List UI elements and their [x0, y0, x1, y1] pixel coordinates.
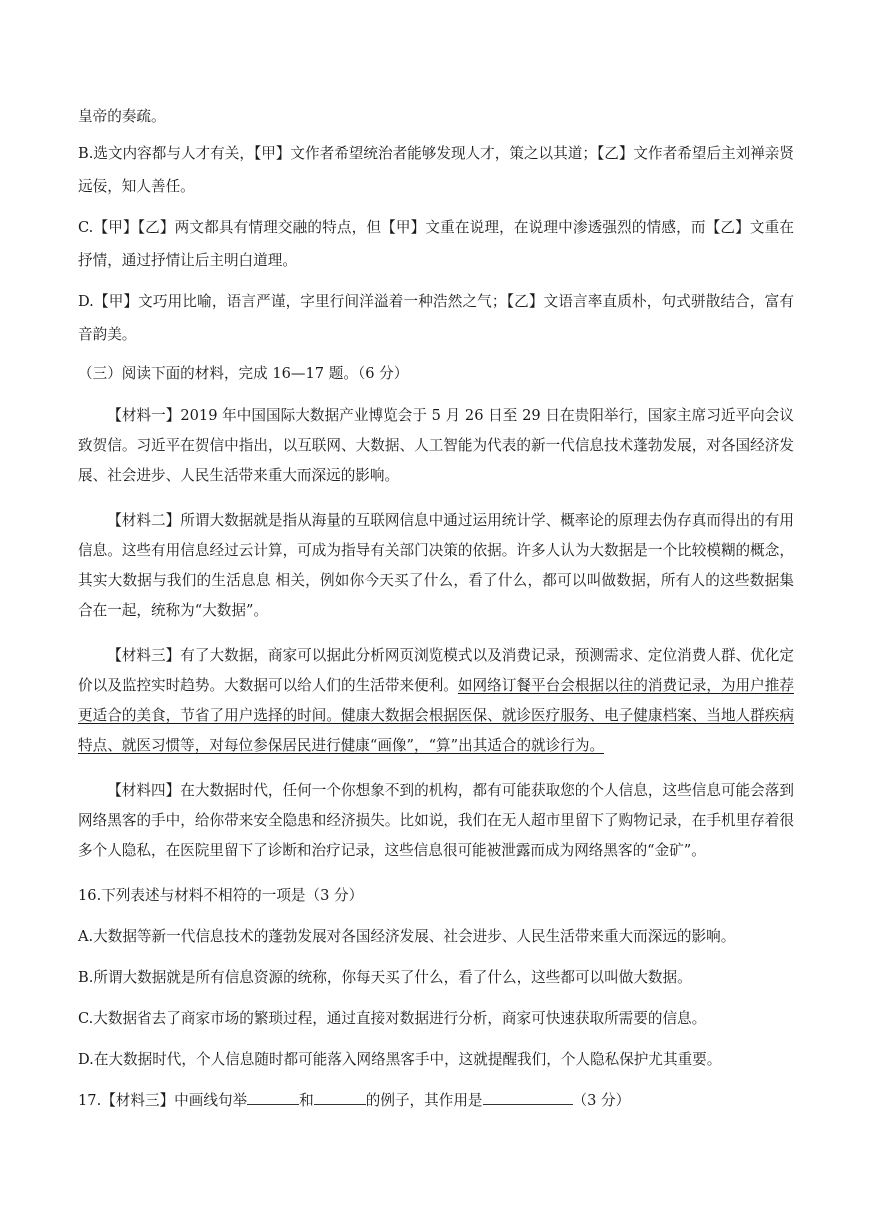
- question-16-option-c: C.大数据省去了商家市场的繁琐过程，通过直接对数据进行分析，商家可快速获取所需要的信息。: [78, 1010, 707, 1027]
- question-17-part2: 和: [299, 1092, 314, 1109]
- material-one: 【材料一】2019 年中国国际大数据产业博览会于 5 月 26 日至 29 日在贵阳举行，国家主席习近平向会议致贺信。习近平在贺信中指出，以互联网、大数据、人工智能为代表的新一代信息技术蓬勃发展，对各国经济发展、社会进步、人民生活带来重大而深远的影响。: [78, 407, 794, 484]
- material-two: 【材料二】所谓大数据就是指从海量的互联网信息中通过运用统计学、概率论的原理去伪存真而得出的有用信息。这些有用信息经过云计算，可成为指导有关部门决策的依据。许多人认为大数据是一个比较模糊的概念，其实大数据与我们的生活息息 相关，例如你今天买了什么，看了什么，都可以叫做数据，所有人的这些数据集合在一起，统称为“大数据”。: [78, 512, 794, 619]
- underlined-sentence: 如网络订餐平台会根据以往的消费记录，为用户推荐更适合的美食，节省了用户选择的时间。健康大数据会根据医保、就诊医疗服务、电子健康档案、当地人群疾病特点、就医习惯等，对每位参保居民进行健康“画像”，“算”出其适合的就诊行为。: [78, 677, 794, 754]
- question-16-option-d: D.在大数据时代，个人信息随时都可能落入网络黑客手中，这就提醒我们，个人隐私保护尤其重要。: [78, 1051, 722, 1068]
- question-17-part3: 的例子，其作用是: [365, 1092, 483, 1109]
- material-three: [78, 641, 794, 761]
- section-heading: （三）阅读下面的材料，完成 16—17 题。（6 分）: [78, 365, 409, 382]
- answer-blank-1[interactable]: [247, 1090, 299, 1105]
- answer-blank-3[interactable]: [483, 1090, 573, 1105]
- question-17-part1: 17.【材料三】中画线句举: [78, 1092, 248, 1109]
- answer-blank-2[interactable]: [314, 1090, 366, 1105]
- material-three-text: 【材料三】有了大数据，商家可以据此分析网页浏览模式以及消费记录，预测需求、定位消费人群、优化定价以及监控实时趋势。大数据可以给人们的生活带来便利。: [78, 647, 794, 694]
- material-four: 【材料四】在大数据时代，任何一个你想象不到的机构，都有可能获取您的个人信息，这些信息可能会落到网络黑客的手中，给你带来安全隐患和经济损失。比如说，我们在无人超市里留下了购物记录，在手机里存着很多个人隐私，在医院里留下了诊断和治疗记录，这些信息很可能被泄露而成为网络黑客的“金矿”。: [78, 782, 794, 859]
- option-d: D.【甲】文巧用比喻，语言严谨，字里行间洋溢着一种浩然之气；【乙】文语言率直质朴，句式骈散结合，富有音韵美。: [78, 293, 794, 343]
- question-16-stem: 16.下列表述与材料不相符的一项是（3 分）: [78, 887, 364, 904]
- option-c: C.【甲】【乙】两文都具有情理交融的特点，但【甲】文重在说理，在说理中渗透强烈的情感，而【乙】文重在抒情，通过抒情让后主明白道理。: [78, 219, 794, 269]
- question-17: [78, 1084, 794, 1117]
- option-b: B.选文内容都与人才有关，【甲】文作者希望统治者能够发现人才，策之以其道；【乙】文作者希望后主刘禅亲贤远佞，知人善任。: [78, 145, 794, 195]
- question-17-part4: （3 分）: [572, 1092, 631, 1109]
- exam-page: [78, 100, 794, 1125]
- question-16-option-b: B.所谓大数据就是所有信息资源的统称，你每天买了什么，看了什么，这些都可以叫做大数据。: [78, 969, 692, 986]
- question-16-option-a: A.大数据等新一代信息技术的蓬勃发展对各国经济发展、社会进步、人民生活带来重大而深远的影响。: [78, 928, 736, 945]
- option-a-tail: 皇帝的奏疏。: [78, 108, 166, 125]
